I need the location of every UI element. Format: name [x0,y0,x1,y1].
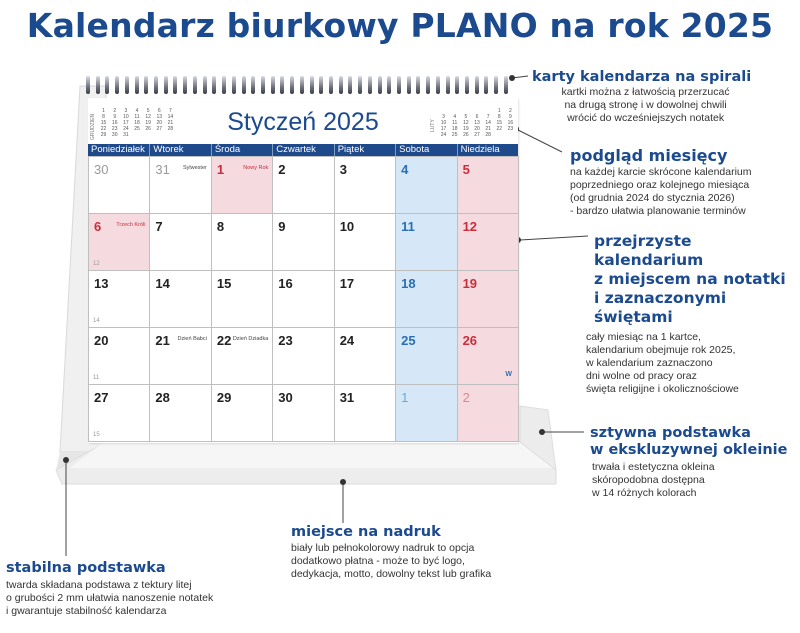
mini-day: 17 [123,120,129,126]
annotation-clear [586,232,800,396]
day-cell [212,214,273,271]
mini-day: 17 [440,126,447,132]
day-cell [273,271,334,328]
annotation-text-line: dodatkowo płatna - może to być logo, [291,555,465,567]
mini-day: 20 [156,120,163,126]
spiral-coil [368,76,372,94]
day-number: 30 [278,390,293,405]
mini-day: 22 [100,126,107,132]
spiral-coil [261,76,265,94]
mini-day: 31 [123,132,129,138]
day-number: 29 [216,390,232,405]
annotation-spiral-heading: karty kalendarza na spirali [532,69,752,85]
spiral-coil [144,76,148,94]
mini-day: 2 [509,108,512,114]
mini-day: 21 [485,126,491,132]
mini-day: 15 [100,120,107,126]
day-cell [212,385,273,442]
mini-day: 21 [167,120,174,126]
day-number: 7 [155,219,163,234]
day-cell [273,328,334,385]
weekday-label: Czwartek [272,144,333,156]
annotation-text-line: kalendarium obejmuje rok 2025, [586,344,736,356]
day-cell [89,214,150,271]
spiral-coil [387,76,391,94]
spiral-coil [407,76,411,94]
mini-day: 29 [100,132,107,138]
annotation-text-line: skóropodobna dostępna [592,474,705,486]
annotation-text-line: cały miesiąc na 1 kartce, [586,331,701,343]
day-number: 17 [339,276,355,291]
pointer-dot-stable [63,457,69,463]
day-cell [273,157,334,214]
day-number: 23 [278,333,293,348]
mini-day: 6 [157,108,161,114]
mini-day: 24 [123,126,129,132]
mini-day: 26 [463,132,469,138]
day-number: 26 [462,333,478,348]
day-cell [396,328,457,385]
spiral-coil [115,76,119,94]
mini-calendar-prev-label: GRUDZIEŃ [90,113,96,140]
spiral-coil [310,76,314,94]
mini-day: 8 [497,114,501,120]
day-number: 13 [94,276,109,291]
annotation-text-line: święta religijne i okolicznościowe [586,383,739,395]
day-mark: W [505,371,512,378]
spiral-coil [86,76,90,94]
day-cell [396,214,457,271]
pointer-line-preview [516,129,562,152]
annotation-text-line: (od grudnia 2024 do stycznia 2026) [570,192,735,204]
mini-day: 20 [474,126,480,132]
spiral-coil [339,76,343,94]
annotation-heading-line: z miejscem na notatki [594,270,786,288]
mini-day: 8 [102,114,105,120]
day-number: 5 [462,162,470,177]
spiral-coil [212,76,216,94]
day-number: 18 [401,276,416,291]
calendar-card [88,98,518,443]
weekday-label: Wtorek [149,144,210,156]
spiral-coil [358,76,362,94]
annotation-text-line: na drugą stronę i w dowolnej chwili [564,99,727,111]
mini-day: 10 [123,114,129,120]
spiral-coil [455,76,459,94]
mini-day: 10 [440,120,447,126]
day-cell [150,157,211,214]
mini-day: 12 [463,120,469,126]
annotation-heading-line: w ekskluzywnej okleinie [590,442,788,458]
annotation-print-heading: miejsce na nadruk [291,524,441,540]
day-number: 31 [339,390,355,405]
spiral-coil [222,76,226,94]
pointer-line-clear [520,236,588,240]
day-cell [89,271,150,328]
pointer-dot-print [340,479,346,485]
day-cell [89,328,150,385]
day-cell [89,385,150,442]
spiral-coil [203,76,207,94]
day-number: 21 [155,333,170,348]
annotation-text-line: twarda składana podstawa z tektury litej [6,579,192,591]
spiral-binding [86,76,508,98]
mini-day: 25 [134,126,140,132]
day-number: 2 [278,162,286,177]
spiral-coil [251,76,255,94]
day-cell [458,385,519,442]
mini-day: 15 [496,120,503,126]
day-number: 31 [155,162,170,177]
day-cell [458,157,519,214]
day-note: Sylwester [183,165,207,171]
pointer-dot-rigid [539,429,545,435]
spiral-coil [446,76,450,94]
day-cell [150,385,211,442]
mini-day: 7 [169,108,172,114]
day-cell [335,214,396,271]
annotation-heading-line: przejrzyste kalendarium [594,232,704,269]
mini-day: 13 [474,120,480,126]
day-number: 19 [462,276,478,291]
weekday-label: Środa [211,144,272,156]
mini-day: 11 [452,120,458,126]
pointer-dot-spiral [509,75,515,81]
day-cell [273,385,334,442]
week-number: 12 [93,261,100,267]
mini-day: 23 [507,126,514,132]
mini-day: 19 [145,120,151,126]
day-number: 1 [216,162,225,177]
mini-day: 9 [113,114,117,120]
mini-day: 30 [111,132,118,138]
mini-calendar-next-label: LUTY [430,119,436,132]
annotation-text-line: na każdej karcie skrócone kalendarium [570,166,752,178]
day-number: 2 [462,390,470,405]
day-note: Dzień Dziadka [232,336,269,342]
mini-day: 6 [475,114,479,120]
week-number: 14 [93,318,100,324]
day-number: 14 [155,276,170,291]
annotation-text-line: trwała i estetyczna okleina [592,461,715,473]
spiral-coil [290,76,294,94]
spiral-coil [271,76,275,94]
day-number: 1 [401,390,409,405]
day-cell [150,271,211,328]
weekday-label: Sobota [395,144,456,156]
mini-day: 27 [156,126,163,132]
spiral-coil [125,76,129,94]
spiral-coil [232,76,236,94]
annotation-text-line: i gwarantuje stabilność kalendarza [6,605,167,617]
mini-day: 25 [451,132,458,138]
spiral-coil [154,76,158,94]
mini-day: 28 [485,132,491,138]
mini-day: 12 [145,114,151,120]
day-cell [150,328,211,385]
annotation-heading-line: sztywna podstawka [590,425,751,441]
day-cell [335,328,396,385]
month-title: Styczeń 2025 [227,108,379,136]
mini-day: 13 [156,114,163,120]
annotation-spiral [532,69,751,125]
spiral-coil [96,76,100,94]
month-grid [88,156,519,442]
mini-day: 2 [113,108,117,114]
annotation-heading-line: i zaznaczonymi świętami [594,289,727,326]
day-number: 20 [94,333,109,348]
spiral-coil [426,76,430,94]
day-cell [212,328,273,385]
mini-day: 1 [102,108,105,114]
annotation-text-line: w kalendarium zaznaczono [586,357,713,369]
day-cell [335,385,396,442]
day-note: Trzech Króli [116,222,146,228]
spiral-coil [465,76,469,94]
spiral-coil [436,76,440,94]
spiral-coil [494,76,498,94]
day-number: 9 [278,219,286,234]
mini-day: 7 [486,114,490,120]
annotation-rigid [590,425,787,500]
annotation-preview [570,147,752,218]
week-number: 15 [93,432,100,438]
day-cell [212,271,273,328]
mini-day: 9 [509,114,512,120]
mini-day: 26 [145,126,151,132]
annotation-preview-heading: podgląd miesięcy [570,146,728,165]
mini-day: 27 [474,132,480,138]
mini-day: 24 [440,132,447,138]
mini-day: 4 [135,108,139,114]
spiral-coil [319,76,323,94]
spiral-coil [105,76,109,94]
weekday-label: Piątek [334,144,395,156]
annotation-stable [6,560,213,618]
mini-day: 22 [496,126,503,132]
day-cell [396,385,457,442]
mini-day: 5 [146,108,150,114]
annotation-text-line: - bardzo ułatwia planowanie terminów [570,205,746,217]
mini-calendar-next [438,108,516,144]
day-number: 8 [216,219,225,234]
spiral-coil [183,76,187,94]
annotation-text-line: kartki można z łatwością przerzucać [561,86,730,98]
spiral-coil [348,76,352,94]
day-number: 3 [339,162,347,177]
mini-day: 18 [451,126,458,132]
day-number: 10 [339,219,355,234]
spiral-coil [242,76,246,94]
page-title: Kalendarz biurkowy PLANO na rok 2025 [26,6,774,45]
mini-day: 3 [124,108,128,114]
annotation-text-line: w 14 różnych kolorach [592,487,697,499]
weekday-label: Niedziela [457,144,518,156]
mini-day: 18 [134,120,140,126]
annotation-print [291,524,491,581]
day-number: 22 [216,333,232,348]
spiral-coil [193,76,197,94]
mini-day: 1 [497,108,501,114]
day-cell [335,157,396,214]
day-number: 24 [339,333,355,348]
annotation-text-line: wrócić do wcześniejszych notatek [567,112,725,124]
day-number: 28 [155,390,170,405]
day-note: Dzień Babci [177,336,207,342]
mini-day: 23 [111,126,118,132]
spiral-coil [164,76,168,94]
spiral-coil [173,76,177,94]
mini-day: 14 [485,120,491,126]
week-number: 11 [93,375,100,381]
day-number: 15 [216,276,232,291]
day-note: Nowy Rok [243,165,269,171]
day-number: 11 [401,219,415,234]
day-number: 12 [462,219,478,234]
mini-day: 28 [167,126,174,132]
spiral-coil [416,76,420,94]
day-cell [458,271,519,328]
annotation-stable-heading: stabilna podstawka [6,560,166,576]
spiral-coil [329,76,333,94]
day-cell [89,157,150,214]
annotation-text-line: biały lub pełnokolorowy nadruk to opcja [291,542,475,554]
mini-day: 16 [507,120,514,126]
day-cell [273,214,334,271]
spiral-coil [135,76,139,94]
spiral-coil [397,76,401,94]
day-number: 25 [401,333,416,348]
annotation-text-line: poprzedniego oraz kolejnego miesiąca [570,179,750,191]
day-cell [458,328,519,385]
spiral-coil [300,76,304,94]
mini-day: 5 [464,114,468,120]
day-cell [150,214,211,271]
day-cell [396,271,457,328]
mini-day: 16 [111,120,118,126]
annotation-text-line: o grubości 2 mm ułatwia nanoszenie notatek [6,592,214,604]
spiral-coil [504,76,508,94]
day-number: 16 [278,276,293,291]
weekday-header [88,144,518,156]
mini-day: 19 [463,126,469,132]
spiral-coil [484,76,488,94]
annotation-text-line: dni wolne od pracy oraz [586,370,697,382]
day-number: 30 [94,162,109,177]
day-number: 6 [94,219,102,234]
stand-base-top [70,440,556,468]
day-cell [212,157,273,214]
annotation-text-line: dedykacja, motto, dowolny tekst lub grafika [291,568,492,580]
day-cell [335,271,396,328]
weekday-label: Poniedziałek [91,144,145,155]
mini-day: 14 [167,114,174,120]
spiral-coil [280,76,284,94]
mini-day: 4 [453,114,457,120]
mini-day: 11 [134,114,140,120]
day-number: 4 [401,162,409,177]
day-cell [396,157,457,214]
spiral-coil [378,76,382,94]
day-number: 27 [94,390,109,405]
spiral-coil [475,76,479,94]
mini-day: 3 [442,114,445,120]
day-cell [458,214,519,271]
